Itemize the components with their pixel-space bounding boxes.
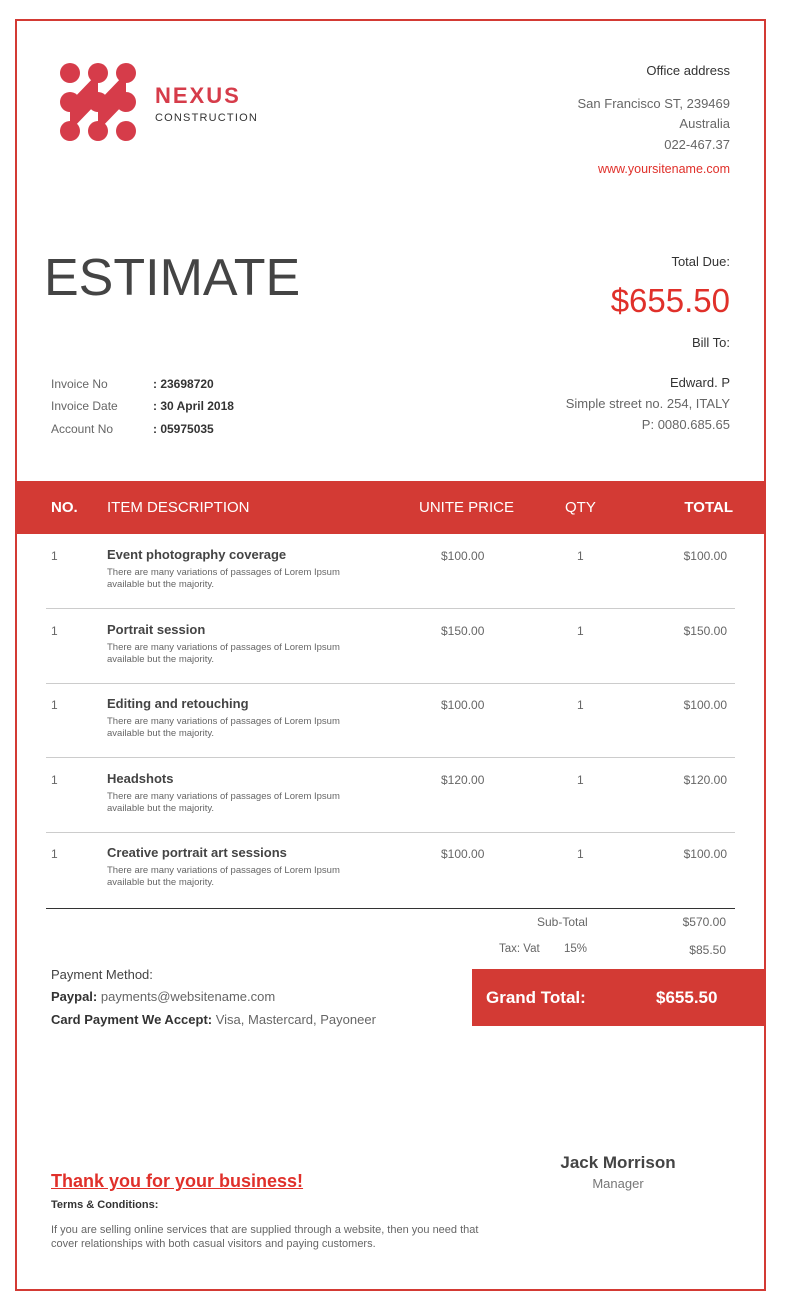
- item-total: $100.00: [683, 549, 727, 563]
- table-divider: [46, 908, 735, 909]
- grand-total-value: $655.50: [656, 988, 718, 1007]
- bill-to-label: Bill To:: [691, 335, 730, 350]
- item-no: 1: [51, 624, 58, 638]
- col-description: ITEM DESCRIPTION: [107, 499, 250, 516]
- bill-to-name: Edward. P: [670, 375, 730, 390]
- item-description: There are many variations of passages of Lorem Ipsum available but the majority.: [107, 642, 340, 665]
- item-description: There are many variations of passages of Lorem Ipsum available but the majority.: [107, 716, 340, 739]
- table-row: [46, 535, 735, 609]
- item-description: There are many variations of passages of Lorem Ipsum available but the majority.: [107, 865, 340, 888]
- total-due-label: Total Due:: [671, 254, 730, 269]
- col-unit-price: UNITE PRICE: [419, 499, 515, 516]
- item-title: Editing and retouching: [107, 696, 249, 711]
- item-price: $100.00: [441, 698, 485, 712]
- table-row: [46, 610, 735, 684]
- item-total: $100.00: [683, 847, 727, 861]
- item-total: $120.00: [683, 773, 727, 787]
- office-label: Office address: [646, 63, 730, 78]
- logo-icon: [60, 62, 136, 142]
- item-price: $100.00: [441, 847, 485, 861]
- item-price: $100.00: [441, 549, 485, 563]
- card-label: Card Payment We Accept:: [51, 1012, 213, 1027]
- item-no: 1: [51, 698, 58, 712]
- item-title: Event photography coverage: [107, 547, 287, 562]
- grand-total-label: Grand Total:: [486, 988, 586, 1007]
- item-no: 1: [51, 847, 58, 861]
- subtotal-label: Sub-Total: [537, 915, 588, 929]
- office-street: San Francisco ST, 239469: [577, 96, 730, 111]
- col-qty: QTY: [565, 499, 596, 516]
- card-types: Visa, Mastercard, Payoneer: [215, 1012, 376, 1027]
- table-row: [46, 759, 735, 833]
- terms-label: Terms & Conditions:: [51, 1199, 159, 1211]
- subtotal-value: $570.00: [682, 915, 726, 929]
- item-description: There are many variations of passages of Lorem Ipsum available but the majority.: [107, 567, 340, 590]
- tax-value: $85.50: [689, 943, 726, 957]
- paypal-email: payments@websitename.com: [100, 989, 276, 1004]
- item-qty: 1: [577, 549, 584, 563]
- item-total: $100.00: [683, 698, 727, 712]
- item-qty: 1: [577, 698, 584, 712]
- page-title: ESTIMATE: [44, 249, 301, 307]
- logo-subtitle: CONSTRUCTION: [155, 112, 259, 124]
- payment-method-label: Payment Method:: [51, 967, 153, 982]
- grand-total-box: [472, 969, 765, 1026]
- item-total: $150.00: [683, 624, 727, 638]
- office-phone: 022-467.37: [664, 137, 730, 152]
- thank-you-text: Thank you for your business!: [51, 1171, 304, 1191]
- tax-rate: 15%: [564, 943, 588, 955]
- item-qty: 1: [577, 624, 584, 638]
- item-qty: 1: [577, 847, 584, 861]
- meta-label: Invoice No: [51, 377, 108, 391]
- bill-to-phone: P: 0080.685.65: [641, 417, 730, 432]
- paypal-label: Paypal:: [51, 989, 98, 1004]
- item-description: There are many variations of passages of Lorem Ipsum available but the majority.: [107, 791, 340, 814]
- signature-name: Jack Morrison: [560, 1153, 676, 1172]
- item-no: 1: [51, 549, 58, 563]
- item-title: Portrait session: [107, 622, 206, 637]
- item-no: 1: [51, 773, 58, 787]
- col-no: NO.: [51, 499, 78, 516]
- terms-text: If you are selling online services that are supplied through a website, then you need that cover relationships with both casual visitors and paying customers.: [51, 1224, 479, 1250]
- tax-label: Tax: Vat: [499, 943, 540, 955]
- logo-name: NEXUS: [155, 83, 241, 108]
- item-price: $120.00: [441, 773, 485, 787]
- meta-value: : 30 April 2018: [153, 399, 234, 413]
- meta-value: : 23698720: [153, 377, 214, 391]
- bill-to-address: Simple street no. 254, ITALY: [565, 396, 730, 411]
- website-link[interactable]: www.yoursitename.com: [598, 162, 730, 176]
- table-row: [46, 833, 735, 907]
- meta-value: : 05975035: [153, 422, 214, 436]
- signature-role: Manager: [592, 1176, 644, 1191]
- item-qty: 1: [577, 773, 584, 787]
- meta-label: Account No: [51, 422, 114, 436]
- item-title: Headshots: [107, 771, 174, 786]
- item-title: Creative portrait art sessions: [107, 845, 287, 860]
- table-row: [46, 684, 735, 758]
- meta-label: Invoice Date: [51, 399, 118, 413]
- table-header: [16, 481, 765, 534]
- office-country: Australia: [679, 116, 730, 131]
- item-price: $150.00: [441, 624, 485, 638]
- col-total: TOTAL: [684, 499, 733, 516]
- total-due-value: $655.50: [610, 282, 730, 319]
